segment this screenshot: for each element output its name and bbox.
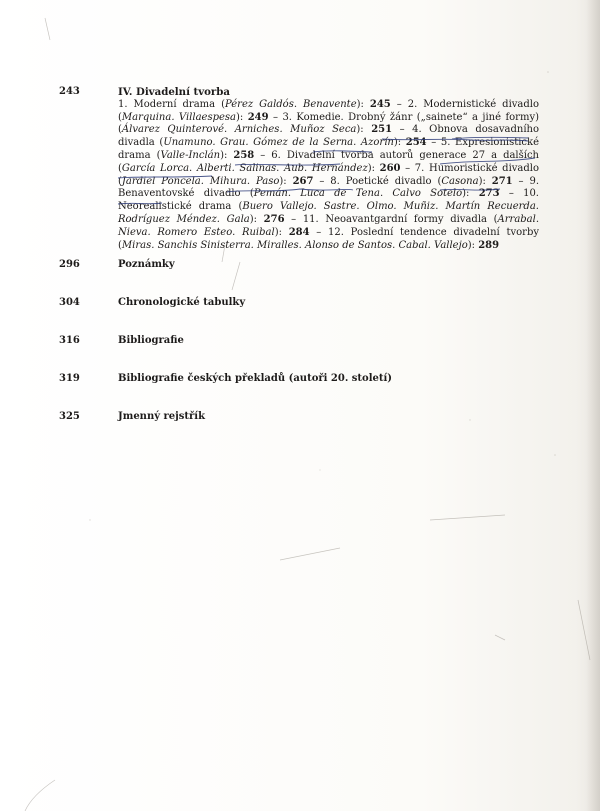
author-names: García Lorca. Alberti. Salinas. Aub. Hernández	[121, 162, 368, 174]
table-of-contents	[59, 86, 539, 252]
toc-page-number: 325	[59, 411, 80, 422]
toc-subsection-list: 1. Moderní drama (Pérez Galdós. Benavente): 245 – 2. Modernistické divadlo (Marquina. Villaespesa): 249 – 3. Komedie. Drobný žánr („sainete“ a jiné formy) (Álvarez Quinterové. Arniches. Muñoz Seca): 251 – 4. Obnova dosavadního divadla (Unamuno. Grau. Gómez de la Serna. Azorín): 254 – 5. Expresionistické drama (Valle-Inclán): 258 – 6. Divadelní tvorba autorů generace 27 a dalších (García Lorca. Alberti. Salinas. Aub. Hernández): 260 – 7. Humoristické divadlo (Jardiel Poncela. Mihura. Paso): 267 – 8. Poetické divadlo (Casona): 271 – 9. Benaventovské divadlo (Pemán. Luca de Tena. Calvo Sotelo): 273 – 10. Neorealistické drama (Buero Vallejo. Sastre. Olmo. Muñiz. Martín Recuerda. Rodríguez Méndez. Gala): 276 – 11. Neoavantgardní formy divadla (Arrabal. Nieva. Romero Esteo. Ruibal): 284 – 12. Poslední tendence divadelní tvorby (Miras. Sanchis Sinisterra. Miralles. Alonso de Santos. Cabal. Vallejo): 289	[118, 98, 540, 251]
toc-page-number: 254	[405, 137, 427, 149]
toc-page-number: 249	[247, 111, 269, 123]
toc-entry	[59, 372, 598, 385]
toc-page-number: 304	[59, 297, 80, 308]
toc-page-number: 260	[379, 162, 401, 174]
toc-page-number: 243	[59, 86, 80, 97]
author-names: Marquina. Villaespesa	[121, 111, 237, 123]
toc-entry	[59, 296, 598, 309]
toc-page-number: 316	[59, 335, 80, 346]
author-names: Valle-Inclán	[160, 149, 221, 161]
author-names: Casona	[441, 175, 479, 187]
toc-page-number: 245	[369, 98, 391, 110]
toc-page-number: 284	[288, 226, 310, 238]
author-names: Arrabal. Nieva. Romero Esteo. Ruibal	[118, 213, 540, 238]
toc-page-number: 251	[371, 124, 393, 136]
toc-page-number: 271	[491, 175, 513, 187]
author-names: Buero Vallejo. Sastre. Olmo. Muñiz. Martín Recuerda. Rodríguez Méndez. Gala	[118, 201, 539, 225]
toc-page-number: 276	[263, 213, 285, 225]
toc-page-number: 273	[478, 188, 500, 200]
page-edge-shadow	[586, 0, 600, 811]
toc-entry-section-iv	[59, 86, 539, 252]
toc-page-number: 267	[292, 175, 314, 187]
author-names: Jardiel Poncela. Mihura. Paso	[121, 175, 280, 187]
author-names: Miras. Sanchis Sinisterra. Miralles. Alonso de Santos. Cabal. Vallejo	[121, 239, 468, 251]
toc-page-number: 296	[59, 259, 80, 270]
toc-entry	[59, 258, 598, 271]
toc-page-number: 258	[233, 149, 255, 161]
toc-entry-title: Bibliografie	[118, 335, 184, 346]
toc-entry	[59, 334, 598, 347]
toc-page-number: 319	[59, 373, 80, 384]
author-names: Pemán. Luca de Tena. Calvo Sotelo	[253, 188, 463, 200]
author-names: Pérez Galdós. Benavente	[224, 98, 357, 110]
toc-entry-title: Poznámky	[118, 259, 175, 270]
toc-entry-title: Jmenný rejstřík	[118, 411, 206, 422]
toc-entry	[59, 410, 598, 423]
toc-page-number: 289	[478, 239, 500, 251]
toc-entry-title: Chronologické tabulky	[118, 297, 246, 308]
toc-section-title: IV. Divadelní tvorba	[118, 86, 231, 98]
author-names: Unamuno. Grau. Gómez de la Serna. Azorín	[163, 137, 394, 149]
toc-entry-title: Bibliografie českých překladů (autoři 20. století)	[118, 373, 393, 384]
author-names: Álvarez Quinterové. Arniches. Muñoz Seca	[121, 124, 357, 136]
